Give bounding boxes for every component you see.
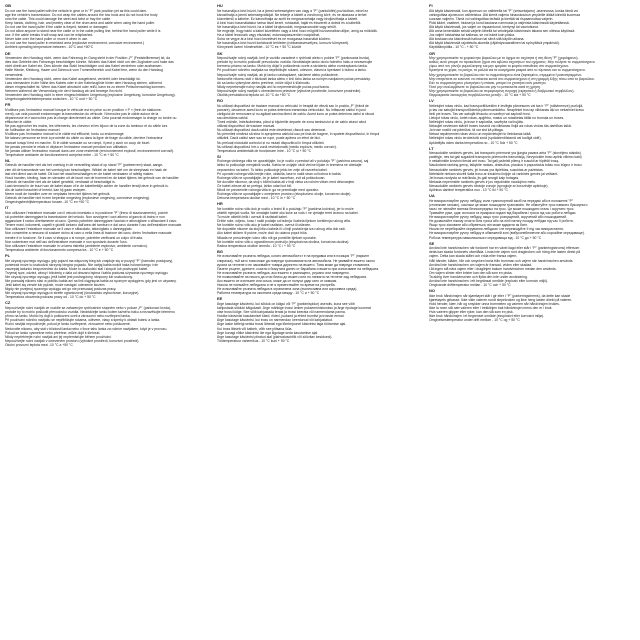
instruction-line: közvetlenül a kábelre. Ez károsíthatja az acélt és megcsavarhatja vagy kirojtosíthatja a kábelt. [217, 16, 358, 21]
instruction-line: effilocher le câble. [5, 120, 33, 125]
instruction-line: detta kan skada fordonets växellåda. Linda inte vajern runt dragkroken och häng inte lasten direkt på [429, 250, 580, 255]
instruction-line: куката за теглене и не закачвайте товара директно на въжето. Това може да повреди стоманата. [217, 262, 371, 267]
instruction-line: Ne koristite ručno vitlo ako je kabel razlistan, uvrnut ili oštećen. [217, 223, 312, 228]
instruction-line: Nelietojiet rokas vinču ierobežotā zonā (sprādzienbīstamā vai kodīgā vidē). [429, 136, 542, 141]
instruction-line: Nikoli ne prevzemite ročnega vitla in ga ne premikajte med uporabo. [217, 188, 320, 193]
instruction-line: agganciare il carico direttamente al cavo. Questo potrebbe danneggiare l'acciaio e attorcigliare o sfilacciare il cavo. [5, 219, 178, 224]
language-code: SE [429, 240, 435, 246]
instruction-line: Verwenden den Handzug nicht, wenn das Fahrzeug im Gang steht in der Position „P" (Feststellbremse) ist, da [5, 56, 170, 61]
instruction-line: Nikdy nepřebírejte ruční naviják ani jej nepřemisťujte během používání. [5, 334, 112, 339]
instruction-line: Laat niemand in de buurt van de kabel staan of in de kabeltreklijn achter de handlier terwijl deze in gebruik is. [5, 183, 169, 188]
instruction-line: Käyttölämpötila - 10 °C - + 50 °C [429, 45, 479, 50]
instruction-line: vahingoittaa ajoneuvon vaihteistoa. Älä kierrä vaijeria hinauskoukun ympärille äläkä kiinnitä kuormaa [429, 12, 580, 17]
instruction-line: Nelietojiet rokas vinču, ja trose ir saplosīta, savērpta vai bojāta. [429, 120, 524, 125]
instruction-line: Εάν το συρματόσχοινο γλιστρήσει ή σπάσει, μπορεί να χτυπήσει σαν μαστίγιο. [429, 80, 547, 85]
instruction-line: Ročnega vlečnega vitla ne uporabljajte, ko je vozilo v prestavi ali v položaju "P" (parkirna zavora), saj [217, 159, 369, 164]
instruction-line: Umgebungsbetriebstemperatur zwischen - 10 °C und + 50 °C [5, 97, 98, 102]
instruction-line: Neleiskite niekam stovėti šalia troso ar traukimo linijoje už rankinės gervės jai veikiant. [429, 171, 559, 176]
instruction-line: lahko to poškoduje menjalnik vozila. Kabla ne ovijajte okoli vlečne kljuke in bremena ne obešajte [217, 163, 362, 168]
language-section-gb [5, 4, 211, 50]
instruction-line: Не використовуйте ручну лебідку, якщо трос розпущений, скручений або пошкоджений. [429, 215, 567, 220]
instruction-line: Ποτέ μην αναλαμβάνετε το βαρούλκο και μην το μετακινείτε κατά τη χρήση. [429, 84, 541, 89]
instruction-line: sau destrăma cablul. [217, 115, 249, 120]
language-section-se [429, 242, 635, 288]
instruction-line: Non consentire a nessuno di sostare vicino al cavo o nella linea di trazione del cavo, dietro l'estrattore manuale [5, 231, 172, 236]
instruction-line: Nu permiteți nimănui să stea în apropierea cablului sau pe linia de tragere, în spatele dispozitivului, în timpul [217, 132, 380, 137]
instruction-line: kjøretøyets girkasse. Ikke vikle vaieren rundt slepekroken og ikke heng lasten direkt på vaieren. [429, 297, 573, 302]
instruction-line: Okolitá prevádzková teplota od -10 °C do +50 °C [217, 92, 291, 97]
instruction-line: Pri používaní ručného navijaka sa nepribližujte rukami, odevom, vlasmi a šperkami k bubnu a lanku. [217, 68, 367, 73]
instruction-line: Ak sa lanko vyšmykne alebo pretrhne, môže dôjsť k šľahnutiu. [217, 80, 311, 85]
instruction-line: Робоча температура навколишнього середовища від - 10 °C до + 50 °C [429, 235, 542, 240]
instruction-line: Не використовуйте ручну лебідку в обмеженій зоні (вибухонебезпечне або корозійне середовище). [429, 231, 585, 236]
language-code: LV [429, 98, 434, 104]
instruction-line: Omgivande drifttemperatur mellan - 10 °C och + 50 °C [429, 283, 511, 288]
instruction-line: Не дозволяйте нікому стояти біля троса або на лінії натягу позаду лебідки під час її роботи. [429, 219, 574, 224]
instruction-line: Κρατήστε τα χέρια, τα ρούχα, τα μαλλιά και τα κοσμήματα μακριά από το τύμπανο και το συρματόσχοινο. [429, 68, 586, 73]
instruction-line: Non utilizzare l'estrattore manuale con il veicolo innestato o in posizione "P" (freno di stazionamento), poiché [5, 211, 168, 215]
instruction-line: Pidä kädet, vaatteet, hiukset ja korut kaukana rummusta ja vaijerista käsivinssiä käytettäessä. [429, 20, 570, 25]
instruction-line: Non utilizzare l'estrattore manuale in un'area ristretta (ambiente esplosivo, ambiente corrosivo). [5, 243, 148, 248]
instruction-line: Ne használja a kézi húzót, ha a jármű sebességben van vagy a "P" (parkolófék) pozícióban, mivel ez [217, 8, 369, 13]
instruction-line: Nie używaj ręcznego wyciągu, gdy pojazd ma włączony bieg lub znajduje się w pozycji "P" (hamulec postojowy), [5, 258, 174, 263]
instruction-line: Пазете ръцете, дрехите, косата и бижутата далеч от барабана и въжето при използване на лебедката. [217, 266, 380, 271]
instruction-line: Тримайте руки, одяг, волосся та прикраси подалі від барабана і троса під час роботи лебідки. [429, 211, 577, 215]
instruction-line: Ruční naviják nepoužívejte, pokud je lanko roztřepené, zkroucené nebo poškozené. [5, 322, 131, 327]
language-section-nl [5, 159, 211, 205]
instruction-line: Țineți mâinile, îmbrăcămintea, părul și bijuteriile departe de zona tamburului și de cablu atunci când [217, 120, 367, 125]
language-section-gr [429, 52, 635, 98]
instruction-line: Ne használja a kézi húzót, ha a kábel kirojtosodott, megcsavarodott vagy sérült. [217, 24, 337, 29]
language-section-fi [429, 4, 635, 50]
instruction-line: Pri uporabi ročnega vitla imejte roke, oblačila, lase in nakit stran od bobna in kabla. [217, 171, 342, 176]
instruction-line: Never take over the hand puller or move it when in use. [5, 37, 89, 42]
instruction-line: Környezeti üzemi hőmérséklet - 10 °C és + 50 °C között [217, 45, 301, 50]
instruction-line: Ärge kasutage käsivintsi piiratud alal (plahvatusohtlik või söövitav keskkond). [217, 334, 333, 339]
instruction-line: Jos vaijeri luiskahtaa tai katkeaa, se voi iskeä kuin piiska. [429, 33, 515, 38]
instruction-line: Работна температура на околната среда между - 10 °C и + 50 °C [217, 291, 320, 296]
text-columns [5, 4, 635, 636]
language-code: NO [429, 288, 435, 294]
instruction-line: Neļaujiet nevienam stāvēt troses tuvumā vai vilkšanas līnijā aiz rokas vinčas tās darbības laikā. [429, 124, 572, 129]
instruction-line: bremeno priamo na lanko. Mohlo by dôjsť k poškodeniu ocele a skrúteniu alebo rozstrapkaniu lanka. [217, 64, 368, 69]
instruction-line: Nie pozwalaj nikomu stać w pobliżu kabla ani na linii ciągnięcia kabla za ręcznym wyciągiem, gdy jest on używany. [5, 279, 177, 283]
instruction-line: Ikke bruk håndvinsjen når kjøretøyet står i gir eller i "P" (parkeringsbrems), da dette kan skade [429, 293, 571, 298]
language-section-lv [429, 99, 635, 145]
instruction-line: use. If the cable breaks it will snap and can be whiplashed. [5, 33, 94, 38]
instruction-line: onto the cable. This could damage the steel and twist or fray the cable. [5, 16, 112, 21]
instruction-line: Gebruik de handlier niet als het voertuig in de versnelling staat of op stand "P" (parkeerrem) staat, aange- [5, 163, 164, 168]
instruction-line: Nepoužívajte ručný naviják, ak je lanko rozstrapkané, skrútené alebo poškodené. [217, 72, 339, 77]
language-section-si [217, 155, 423, 201]
instruction-line: Ärge kasutage käsivintsi, kui tross on narmendav, keerdunud või kahjustatud. [217, 318, 333, 323]
instruction-line: ment), car cela pourrait endommager la transmission du véhicule. N'enroulez pas le câble autour de la [5, 111, 159, 116]
instruction-line: Do not use the hand puller if the cable is frayed, twisted or damaged. [5, 24, 109, 29]
instruction-line: Če kabel zdrsne ali se pretrga, lahko udari kot bič. [217, 183, 293, 188]
instruction-line: Nelietojiet rokas vinču, kad transportlīdzeklim ir ieslēgts pārnesums vai tas ir "P" (stāvbremze) pozīcijā, [429, 103, 584, 108]
language-section-lt [429, 147, 635, 193]
instruction-line: Aplinkos darbinė temperatūra nuo - 10 °C iki + 50 °C [429, 188, 508, 193]
language-code: FR [5, 102, 11, 108]
instruction-line: Ніколи не перебирайте керування лебідкою і не переміщуйте її під час використання. [429, 227, 564, 232]
language-section-sk [217, 52, 423, 98]
instruction-line: Ambient operating temperature between - 10°C and +50°C [5, 45, 94, 50]
instruction-line: Niekada neperimkite rankinės gervės ir jos nejudinkite naudojimo metu. [429, 179, 537, 184]
instruction-line: Никога не поемайте лебедката и не я премествайте по време на употреба. [217, 283, 336, 288]
instruction-line: dieser eingeschaltet ist. Wenn das Kabel abrutscht oder reißt, kann es zu einem Peitschenschlag kommen. [5, 84, 166, 89]
instruction-line: Nedovoľte nikomu stáť v blízkosti lanka alebo v línii ťahu lanka za ručným navijakom počas prevádzky. [217, 76, 371, 81]
instruction-line: age the vehicle's transmission. Do not wrap the cables around the tow hook and do not hook the body [5, 12, 158, 17]
instruction-line: Ако въжето се изплъзне или скъса, може да се получи удар като от камшик. [217, 279, 338, 283]
instruction-line: Nu utilizați dispozitivul într-o zonă restricționată (mediu exploziv, mediu coroziv). [217, 144, 337, 149]
instruction-line: Kui tross libiseb või katkeb, võib see piitsana lüüa. [217, 326, 293, 331]
instruction-line: N'utilisez pas l'extracteur manuel lorsque le véhicule est en prise ou en position « P » (frein de stationne- [5, 107, 162, 112]
instruction-line: Älä käytä käsivinssiä rajoitetulla alueella (räjähdysvaarallinen tai syövyttävä ympäristö). [429, 41, 560, 46]
instruction-line: jo tas var sabojāt transportlīdzekļa pārnesumkārbu. Neaptiniet trosi ap vilkšanas āķi un nekariniet kravu [429, 107, 584, 112]
instruction-line: verwendest. [5, 72, 24, 77]
instruction-line: Nepoužívejte ruční naviják ve vozidle se zařazeným rychlostním stupněm nebo v poloze „P" (parkovací brzda), [5, 306, 171, 311]
instruction-line: Do not use the hand pallet with the vehicle in gear or in "P" park position yet as this could dam- [5, 8, 148, 13]
language-code: SI [217, 153, 221, 159]
instruction-line: Använd inte handvinschen i ett begränsat område (explosiv eller korrosiv miljö). [429, 279, 549, 283]
instruction-line: Verwenden den Handzug nicht, wenn das Kabel ausgefranst, verdreht oder beschädigt ist. [5, 76, 141, 81]
instruction-line: neposredno na kabel. To lahko poškoduje jeklo ter zvije ali razcefra kabel. [217, 167, 328, 172]
language-section-pl [5, 254, 211, 300]
instruction-line: Не позволявайте на никого да стои близо до въжето или по линията на теглене зад лебедката. [217, 274, 368, 279]
instruction-line: Älä käytä käsivinssiä, kun ajoneuvo on vaihteella tai "P" (seisontajarru) -asennossa, koska tämä voi [429, 8, 579, 13]
language-section-hu [217, 4, 423, 50]
instruction-line: Använd inte handvinschen när fordonet har en växel ilagd eller står i "P" (parkeringsbroms) eftersom [429, 246, 580, 251]
instruction-line: parcare), deoarece acest lucru ar putea deteriora transmisia vehiculului. Nu înfășurați cablul în jurul [217, 107, 366, 112]
instruction-line: Tenere mani, indumenti, capelli e gioielli lontano dall'area del tamburo e dal cavo durante l'uso dell'estrattore manuale. [5, 223, 183, 228]
language-code: DE [5, 50, 11, 56]
instruction-line: Μην επιτρέπετε σε κανέναν να στέκεται κοντά στο συρματόσχοινο ή στη γραμμή έλξης πίσω από το βαρούλκο. [429, 76, 595, 81]
instruction-line: Håll händer, kläder, hår och smycken borta från trumman och vajern när handvinschen används. [429, 258, 574, 263]
instruction-line: гака і не чіпляйте вантаж безпосередньо на трос. Це може пошкодити сталь і скрутити трос. [429, 206, 575, 211]
instruction-line: Nepoužívajte ručný naviják v obmedzenom priestore (výbušné prostredie, korozívne prostredie). [217, 88, 362, 93]
instruction-line: Nenaudokite rankinės gervės, jei trosas yra išplėštas, susuktas ar pažeistas. [429, 167, 544, 172]
instruction-line: Nehmen während der Verwendung nie den Handzug ab und bewege ihn nicht. [5, 88, 123, 93]
language-code: HR [217, 201, 223, 207]
instruction-line: Ikke la noen stå nær vaieren eller i trekklinjen bak håndvinsjen mens den er i bruk. [429, 306, 553, 311]
instruction-line: Při používání ručního navijáku se nepřibližujte rukama, oděvem, vlasy a šperky k oblasti bubnu a lanka. [5, 318, 161, 323]
instruction-line: Låt ingen stå nära vajern eller i draglinjen bakom handvinschen medan den används. [429, 266, 557, 271]
instruction-line: Omgivelsestemperatur under drift mellom - 10 °C og + 50 °C [429, 318, 520, 323]
language-code: GR [429, 50, 435, 56]
instruction-line: Verwenden den Handzug nicht in einer eingeschränkten Umgebung (explosive Umgebung, korrosive Umgebung). [5, 92, 176, 97]
instruction-line: tieši pie troses. Tas var sabojāt tēraudu un savērpt vai saplosīt trosi. [429, 111, 531, 116]
instruction-line: de l'utilisation de l'extracteur manuel. [5, 128, 61, 133]
instruction-line: utilizării. Dacă cablul sare sau se rupe, poate apărea un efect de bici. [217, 136, 321, 141]
instruction-line: ir nekabinkite krovinio tiesiai ant troso. Tai gali pažeisti plieną ir susukti ar išplėšti trosą. [429, 159, 560, 164]
instruction-line: Ne használja a kézi húzót korlátozott területen (robbanásveszélyes, korrozív környezet). [217, 41, 350, 46]
instruction-line: Använd inte handvinschen om vajern är fransad, vriden eller skadad. [429, 262, 533, 267]
instruction-line: Töötemperatuur vahemikus - 10 °C kuni + 50 °C [217, 338, 290, 343]
instruction-line: Ärge kunagi võtke käsivintsi üle ega liigutage seda kasutamise ajal. [217, 330, 319, 335]
instruction-line: Nu preluați niciodată controlul și nu mutați dispozitivul în timpul utilizării. [217, 140, 325, 145]
language-section-de [5, 52, 211, 102]
instruction-line: Naudodami rankinę gervę, laikykite rankas, drabužius, plaukus ir papuošalus toliau nuo būgno ir troso. [429, 163, 583, 168]
instruction-line: Non subentrare mai nell'uso dell'estrattore manuale e non spostarlo durante l'uso. [5, 239, 128, 244]
instruction-line: Omgevingsbedrijfstemperatuur tussen -10 °C en +50 °C [5, 200, 90, 205]
instruction-line: Nie używaj ręcznego wyciągu w strefie ograniczonej (środowisko wybuchowe, korozyjne). [5, 291, 140, 296]
instruction-line: A kézi húzó használatakor tartsa távol kezét, ruházatát, haját és ékszereit a dobtól és a kábeltől. [217, 20, 362, 25]
instruction-line: vajern. Detta kan skada stålet och vrida eller fransa vajern. [429, 254, 518, 259]
instruction-line: Не използвайте ръчната лебедка, когато автомобилът е на предавка или в позиция "P" (паркинг [217, 254, 369, 259]
instruction-line: Älä käytä käsivinssiä, jos vaijeri on rispaantunut, kiertynyt tai vaurioitunut. [429, 24, 540, 29]
instruction-line: kahjustada sõiduki käigukasti. Ärge mähkige trossi ümber pukseerimiskonksu ja ärge riputage koormat [217, 306, 371, 311]
instruction-line: Nenaudokite rankinės gervės ribotoje zonoje (sprogioje ar korozinėje aplinkoje). [429, 183, 549, 188]
text-column [217, 4, 423, 636]
instruction-line: oštetiti mjenjač vozila. Ne omatajte kabel oko kuke za vuču i ne vješajte teret izravno na kabel. [217, 211, 359, 215]
instruction-line: Не използвайте ръчната лебедка в ограничена зона (експлозивна или корозивна среда). [217, 287, 358, 292]
instruction-line: Ročnega vitla ne uporabljajte v omejenem prostoru (eksplozivno okolje, korozivno okolje). [217, 192, 352, 197]
instruction-line: To može oštetiti čelik i uvrnuti ili razlistati kabel. [217, 215, 288, 220]
language-code: RO [217, 98, 223, 104]
language-section-fr [5, 103, 211, 157]
instruction-line: Jeśli kabel się zerwie lub pęknie, może nastąpić uderzenie biczem. [5, 283, 106, 288]
instruction-line: nicht direkt am Kabel ein. Dies könnte das Stahl beschädigen und das Kabel verdrehen oder ausfransen. [5, 64, 163, 69]
instruction-line: Temperatura ambiente di funzionamento compresa tra - 10 °C e + 50 °C [5, 247, 114, 252]
instruction-line: Ako kabel sklizne ili pukne, može doći do udarca poput biča. [217, 231, 308, 236]
instruction-line: Houd handen, kleding, haar en sieraden uit de buurt van de trommel en de kabel tijdens het gebruik van de handlier. [5, 175, 180, 180]
instruction-line: Ročnega vitla ne uporabljajte, če je kabel razcefran, zvit ali poškodovan. [217, 175, 326, 180]
instruction-line: Soha ne vegye át a kézi húzó kezelését és ne mozgassa használat közben. [217, 37, 331, 42]
instruction-line: padėtyje, nes tai gali sugadinti transporto priemonės transmisiją. Nevyniokite troso aplink vilkimo kablį [429, 155, 582, 160]
language-section-it [5, 206, 211, 252]
language-code: SK [217, 50, 223, 56]
instruction-line: Ne engedje, hogy bárki a kábel közelében vagy a kézi húzó mögötti húzóvonalban álljon, amíg az működik. [217, 29, 378, 34]
instruction-line: Non utilizzare l'estrattore manuale se il cavo è sfilacciato, attorcigliato o danneggiato. [5, 227, 133, 232]
instruction-line: Nu utilizați dispozitivul dacă cablul este destrămat, răsucit sau deteriorat. [217, 128, 327, 133]
text-column [429, 4, 635, 636]
instruction-line: Nu utilizați dispozitivul de tractare manual cu vehiculul în treaptă de viteză sau în poziția „P" (frână de [217, 103, 369, 108]
instruction-line: Älä anna kenenkään seistä vaijerin lähellä tai vetolinjalla käsivinssin takana sen ollessa käytössä. [429, 29, 576, 34]
instruction-line: Nikada ne preuzimajte ručno vitlo niti ga pomičite tijekom uporabe. [217, 235, 317, 240]
language-code: HU [217, 4, 223, 8]
language-code: LT [429, 145, 434, 151]
instruction-line: károsíthatja a jármű sebességváltóját. Ne tekerje a kábelt a vonóhorog köré, és ne akassza a terhet [217, 12, 367, 17]
instruction-line: Hvis vaieren glipper eller ryker, kan den slå som en pisk. [429, 310, 514, 315]
instruction-line: Θερμοκρασία λειτουργίας περιβάλλοντος μεταξύ - 10 °C και + 50 °C [429, 92, 531, 97]
language-code: FI [429, 4, 433, 8]
instruction-line: спирачка), тъй като това може да повреди трансмисията на автомобила. Не увивайте въжето около [217, 258, 375, 263]
language-code: CZ [5, 300, 11, 306]
instruction-line: Température ambiante de fonctionnement comprise entre - 10 °C et + 50 °C [5, 152, 119, 157]
language-code: IT [5, 205, 9, 211]
instruction-line: Gebruik de handlier niet als de kabel gerafeld, verdraaid of beschadigd is. [5, 179, 116, 184]
instruction-line: Delovna temperatura okolice med - 10 °C in + 50 °C [217, 196, 296, 201]
instruction-line: Temperatura otoczenia podczas pracy od - 10 °C do + 50 °C [5, 295, 96, 300]
instruction-line: Lietojot rokas vinču, turiet rokas, apģērbu, matus un rotaslietas tālāk no trumuļa un troses. [429, 115, 565, 120]
instruction-line: Ne jamais prendre le relais ni déplacer l'extracteur manuel pendant son utilisation. [5, 144, 128, 149]
instruction-line: Hold hender, klær, hår og smykker unna trommelen og vaieren når håndvinsjen brukes. [429, 301, 560, 306]
instruction-line: Не використовуйте ручну лебідку, коли транспортний засіб на передачі або в положенні "P" [429, 198, 574, 203]
instruction-line: Ne pas approcher les mains, les vêtements, les cheveux et les bijoux de la zone du tambour et du câble lors [5, 124, 168, 129]
instruction-line: Jei trosas nuslysta ar nutrūksta, jis gali smogti kaip botagas. [429, 175, 520, 180]
instruction-line: přímo na lanko. Mohlo by dojít k poškození oceli a zkroucení nebo roztřepení lanka. [5, 314, 131, 319]
language-code: GB [5, 4, 11, 8]
instruction-line: suoraan vaijeriin. Tämä voi vahingoittaa terästä ja kiertää tai rispaannuttaa vaijerin. [429, 16, 554, 21]
language-code: EE [217, 296, 223, 302]
instruction-line: Trzymaj ręce, odzież, włosy i biżuterię z dala od obszaru bębna i kabla podczas używania ręcznego wyciągu. [5, 270, 169, 275]
instruction-line: Μην χρησιμοποιείτε το βαρούλκο εάν το συρματόσχοινο είναι ξεφτισμένο, στριμμένο ή κατεστραμμένο. [429, 72, 583, 77]
instruction-line: Keep hands, clothing, hair, and jewelry clear of the drum area and cable when using the hand puller. [5, 20, 156, 25]
instruction-line: Ne koristite ručno vitlo dok je vozilo u brzini ili u položaju "P" (parkirna kočnica), jer to može [217, 206, 354, 211]
instruction-line: Μην χρησιμοποιείτε το βαρούλκο σε περιορισμένη περιοχή (εκρηκτικό ή διαβρωτικό περιβάλλον). [429, 88, 575, 93]
instruction-line: Nie używaj ręcznego wyciągu, jeśli kabel jest postrzępiony, skręcony lub uszkodzony. [5, 274, 133, 279]
instruction-line: Držite ruke, odjeću, kosu i nakit podalje od bubnja i kabela tijekom korištenja ručnog vitla. [217, 219, 351, 224]
instruction-line: Nepoužívejte ruční naviják v omezeném prostoru (výbušné prostředí, korozivní prostředí). [5, 338, 140, 343]
instruction-line: Ne jamais utiliser l'extracteur manuel dans une zone restreinte (environnement explosif, environnement corrosif). [5, 148, 174, 153]
instruction-line: Ärge kasutage käsivintsi, kui sõiduk on käigul või "P" (parkimispidur) asendis, kuna see võib [217, 301, 355, 306]
instruction-line: Als de kabel losschiet of breekt, kan hij gaan zwiepen. [5, 188, 87, 193]
instruction-line: Do not allow anyone to stand near the cable or in the cable pulling line, behind the hand puller while it is [5, 29, 161, 34]
instruction-line: Ne dopustite nikome da stoji blizu kabela ili u liniji povlačenja iza ručnog vitla dok radi. [217, 227, 346, 232]
instruction-line: Nekad nepārņemiet rokas vinču un nepārvietojiet to lietošanas laikā. [429, 132, 532, 137]
instruction-line: (стоянкове гальмо), оскільки це може пошкодити трансмісію. Не обмотуйте трос навколо буксирного [429, 202, 588, 207]
instruction-line: last niet direct aan de kabel. Dit kan het staal beschadigen en de kabel verdraaien of rafelig maken. [5, 171, 155, 176]
instruction-line: mentre è in funzione. Se il cavo si strappa o si rompe, potrebbe verificarsi un colpo di frusta. [5, 235, 143, 240]
language-section-ua [429, 194, 635, 240]
instruction-line: Hoidke käsivintsi kasutamisel käed, riided, juuksed ja ehted trumlist ja trossist eemal. [217, 314, 345, 319]
instruction-line: Gebruik de handlier niet in een beperkte omgeving (explosieve omgeving, corrosieve omgeving). [5, 196, 150, 201]
instruction-line: ciò potrebbe danneggiare la trasmissione del veicolo. Non avvolgere i cavi attorno al gancio di traino e non [5, 215, 165, 220]
instruction-line: Nepoužívajte ručný naviják, keď je vozidlo zaradené v rýchlosti alebo v polohe "P" (parkovacia brzda), [217, 56, 370, 61]
instruction-line: dies das Getriebe des Fahrzeugs beschädigen könnte. Wickeln das Kabel nicht um den Zughaken und hake das [5, 60, 174, 65]
instruction-line: Ikke bruk håndvinsjen i et begrenset område (eksplosivt eller korrosivt miljø). [429, 314, 544, 319]
instruction-line: Ne laissez personne se tenir à proximité du câble ou dans la ligne de tirage du câble, derrière l'extracteur [5, 136, 163, 141]
instruction-line: dépanneuse et n'accrochez pas la charge directement au câble. Cela pourrait endommager la charge ou tordre ou [5, 115, 177, 120]
instruction-line: Nigdy nie przejmuj ręcznego wyciągu ani go nie przesuwaj podczas pracy. [5, 287, 117, 292]
instruction-line: Ne dovolite nikomur, da stoji v bližini kabla ali v liniji vleka za ročnim vitlom med delovanjem. [217, 179, 356, 184]
instruction-line: manuel lorsqu'il est en marche. Si le câble sursaute ou se rompt, il peut y avoir un coup de fouet. [5, 140, 151, 145]
instruction-line: Om vajern slinter eller brister kan den slå som en piska. [429, 270, 513, 275]
instruction-line: Ja trose noslīd vai pārtrūkst, tā var sist kā pātaga. [429, 128, 504, 133]
instruction-line: Nikdy nepreberajte ručný naviják ani ho nepremiestňujte počas používania. [217, 84, 330, 89]
instruction-line: protože by to mohlo poškodit převodovku vozidla. Neobtáčejte lanko kolem tažného háku a nezavěšujte břemeno [5, 310, 175, 315]
instruction-line: Lass niemanden in der Nähe des Kabels oder in der Kabelzuglinie hinter dem Handzug stehen, während [5, 80, 162, 85]
instruction-line: zaczepiaj ładunku bezpośrednio do kabla. Może to uszkodzić stal i skręcić lub postrzępić kabel. [5, 266, 149, 271]
language-section-no [429, 289, 635, 322]
instruction-line: Okolní provozní teplota mezi -10 °C a +50 °C [5, 342, 73, 347]
instruction-line: Älä koskaan ota käsivinssiä haltuun tai siirrä sitä käytön aikana. [429, 37, 525, 42]
instruction-line: Neem nooit de handlier over en verplaats hem niet tijdens het gebruik. [5, 192, 111, 197]
instruction-line: Apkārtējās vides darba temperatūra no - 10 °C līdz + 50 °C [429, 140, 518, 145]
instruction-line: ponieważ może to uszkodzić skrzynię biegów pojazdu. Nie owijaj kabla wokół haka holowniczego i nie [5, 262, 159, 267]
language-code: UA [429, 193, 435, 199]
instruction-line: γύρω από τον γάντζο ρυμούλκησης και μην κρεμάτε το φορτίο απευθείας στο συρματόσχοινο. [429, 64, 570, 69]
language-code: PL [5, 252, 11, 258]
instruction-line: Pokud se lanko vysmekne nebo přetrhne, může dojít k šlehnutí. [5, 330, 101, 335]
instruction-line: Ha a kábel lecsúszik vagy elszakad, ostorcsapásszerűen csapódhat. [217, 33, 321, 38]
language-section-bg [217, 250, 423, 296]
instruction-line: Halte Hände, Kleidung, Haare und Schmuck vom Trommelbereich und Kabel fern, wenn du den Handzug [5, 68, 163, 73]
instruction-line: Do not use the hand puller in restricted area (explosive environment, corrosive environment.) [5, 41, 145, 46]
instruction-line: Ta aldrig över handvinschen och flytta den inte under användning. [429, 274, 528, 279]
instruction-line: Nedovolte nikomu, aby stál v blízkosti lanka nebo v lince tahu lanka za ručním navijákem, když je v provozu. [5, 326, 168, 331]
instruction-line: Μην χρησιμοποιείτε το χειροκίνητο βαρούλκο με το όχημα σε ταχύτητα ή στη θέση "P" (χειρόφρενο), [429, 56, 579, 61]
instruction-line: Radna temperatura okoline između - 10 °C i + 50 °C [217, 243, 296, 248]
instruction-line: N'utilisez pas l'extracteur manuel si le câble est effiloché, tordu ou endommagé. [5, 132, 125, 137]
language-code: NL [5, 157, 11, 163]
language-section-ro [217, 99, 423, 153]
instruction-line: Ärge laske kellelgi seista trossi lähedal ega tõmbejoonel käsivintsi taga töötamise ajal. [217, 322, 347, 327]
instruction-line: cârligului de remorcare și nu agățați sarcina direct de cablu. Acest lucru ar putea deteriora oțelul și răsuci [217, 111, 375, 116]
language-section-hr [217, 202, 423, 248]
instruction-line: otse trossi külge. See võib kahjustada terast ja trossi keerata või narmendama panna. [217, 310, 346, 315]
instruction-line: Якщо трос зісковзне або обірветься, він може вдарити як батіг. [429, 223, 528, 228]
instruction-line: καθώς αυτό μπορεί να προκαλέσει ζημιά στο κιβώτιο ταχυτήτων του οχήματος. Μην τυλίγετε το συρματόσχοινο [429, 60, 595, 65]
instruction-line: Temperatura ambientală de funcționare între - 10 °C și + 50 °C [217, 148, 312, 153]
instruction-line: zien dit de transmissie van het voertuig kan beschadigen. Wikkel de kabel niet om de sleephaak en haak de [5, 167, 167, 172]
instruction-line: pretože by to mohlo poškodiť prevodovku vozidla. Neobtáčajte lanko okolo ťažného háku a nezavesujte [217, 60, 373, 65]
instruction-line: Не използвайте ръчната лебедка, ако въжето е разнищено, усукано или повредено. [217, 270, 350, 275]
instruction-line: Ne koristite ručno vitlo u ograničenom području (eksplozivna okolina, korozivna okolina). [217, 239, 350, 244]
language-section-cz [5, 301, 211, 347]
language-section-ee [217, 297, 423, 343]
instruction-line: Nenaudokite rankinės gervės, kai transporto priemonė yra įjungta pavara arba "P" (stovėjimo stabdis) [429, 151, 581, 156]
text-column [5, 4, 211, 636]
language-code: BG [217, 248, 223, 254]
instruction-line: utilizați dispozitivul de tractare manual. [217, 124, 276, 129]
